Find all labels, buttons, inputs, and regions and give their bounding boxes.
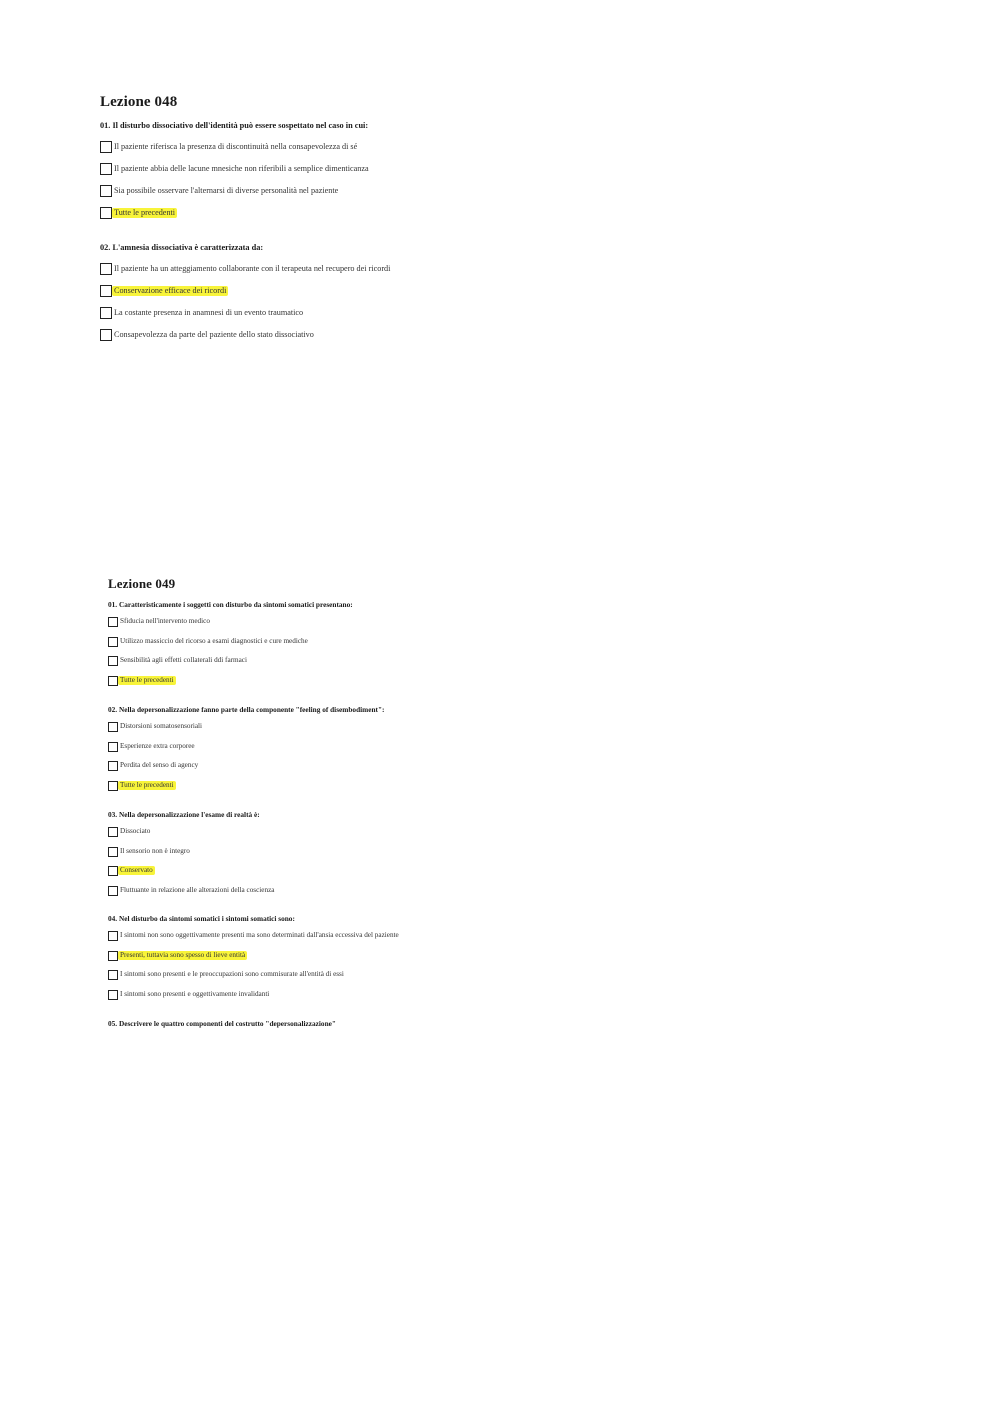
answer-option[interactable] — [100, 330, 314, 352]
answer-option[interactable] — [108, 885, 275, 906]
answer-option-correct[interactable] — [100, 208, 368, 230]
question-text: 02. Nella depersonalizzazione fanno parte della componente "feeling of disembodiment": — [108, 705, 385, 714]
checkbox[interactable] — [100, 285, 112, 297]
checkbox[interactable] — [108, 637, 118, 647]
answer-option[interactable] — [108, 637, 353, 657]
checkbox[interactable] — [108, 951, 118, 961]
answer-option[interactable] — [108, 827, 260, 847]
answer-option-correct[interactable] — [108, 951, 295, 971]
answer-options — [108, 722, 384, 800]
option-label: I sintomi sono presenti e le preoccupazioni sono commisurate all'entità di essi — [120, 970, 344, 978]
option-label: I sintomi sono presenti e oggettivamente invalidanti — [120, 989, 270, 998]
checkbox[interactable] — [108, 722, 118, 732]
answer-option-correct[interactable] — [108, 866, 260, 886]
option-label: Il paziente ha un atteggiamento collaborante con il terapeuta nel recupero dei ricordi — [114, 264, 391, 273]
answer-option[interactable] — [108, 761, 384, 781]
answer-option[interactable] — [108, 722, 384, 742]
checkbox[interactable] — [108, 847, 118, 857]
answer-options — [100, 142, 368, 230]
lesson-title: Lezione 048 — [100, 94, 178, 110]
option-label-highlighted: Tutte le precedenti — [120, 675, 174, 684]
answer-option[interactable] — [100, 164, 368, 186]
lesson-title: Lezione 049 — [108, 576, 176, 591]
option-label-highlighted: Conservato — [120, 866, 153, 874]
question-01 — [100, 120, 368, 230]
answer-option[interactable] — [100, 308, 304, 330]
option-label: Perdita del senso di agency — [120, 761, 199, 769]
answer-option[interactable] — [108, 656, 353, 676]
question-text: 01. Il disturbo dissociativo dell'identità può essere sospettato nel caso in cui: — [100, 121, 369, 130]
answer-options — [108, 827, 275, 905]
answer-options — [108, 931, 399, 1009]
question-03 — [108, 809, 275, 905]
question-text: 02. L'amnesia dissociativa è caratterizzata da: — [100, 243, 264, 252]
checkbox[interactable] — [108, 931, 118, 941]
checkbox[interactable] — [108, 970, 118, 980]
question-04 — [108, 913, 399, 1009]
checkbox[interactable] — [108, 742, 118, 752]
checkbox[interactable] — [108, 617, 118, 627]
answer-option[interactable] — [108, 990, 295, 1010]
option-label: Fluttuante in relazione alle alterazioni della coscienza — [120, 885, 275, 894]
checkbox[interactable] — [100, 163, 112, 175]
checkbox[interactable] — [100, 141, 112, 153]
checkbox[interactable] — [108, 990, 118, 1000]
answer-option-correct[interactable] — [108, 676, 353, 696]
checkbox[interactable] — [108, 761, 118, 771]
lesson-048-section — [100, 92, 620, 339]
option-label: I sintomi non sono oggettivamente presenti ma sono determinati dall'ansia eccessiva del paziente — [120, 931, 399, 939]
option-label: Sia possibile osservare l'alternarsi di diverse personalità nel paziente — [114, 186, 339, 195]
question-02 — [108, 704, 384, 800]
option-label: Il paziente riferisca la presenza di discontinuità nella consapevolezza di sé — [114, 142, 358, 151]
checkbox[interactable] — [108, 676, 118, 686]
answer-option[interactable] — [108, 970, 344, 990]
answer-option[interactable] — [108, 847, 260, 867]
option-label-highlighted: Tutte le precedenti — [120, 780, 174, 789]
answer-option[interactable] — [108, 931, 399, 951]
answer-option[interactable] — [100, 264, 391, 286]
checkbox[interactable] — [108, 866, 118, 876]
option-label: Sfiducia nell'intervento medico — [120, 617, 210, 625]
question-text: 05. Descrivere le quattro componenti del costrutto "depersonalizzazione" — [108, 1019, 336, 1028]
option-label-highlighted: Presenti, tuttavia sono spesso di lieve entità — [120, 950, 246, 959]
question-02 — [100, 242, 391, 352]
answer-option[interactable] — [108, 617, 353, 637]
checkbox[interactable] — [100, 307, 112, 319]
answer-options — [108, 617, 353, 695]
answer-option[interactable] — [108, 742, 384, 762]
checkbox[interactable] — [108, 886, 118, 896]
question-text: 01. Caratteristicamente i soggetti con disturbo da sintomi somatici presentano: — [108, 600, 353, 609]
checkbox[interactable] — [100, 207, 112, 219]
question-text: 04. Nel disturbo da sintomi somatici i sintomi somatici sono: — [108, 914, 295, 923]
checkbox[interactable] — [108, 781, 118, 791]
option-label: Distorsioni somatosensoriali — [120, 722, 203, 730]
checkbox[interactable] — [108, 656, 118, 666]
option-label: Il paziente abbia delle lacune mnesiche non riferibili a semplice dimenticanza — [114, 164, 369, 173]
checkbox[interactable] — [100, 263, 112, 275]
answer-options — [100, 264, 391, 352]
option-label: Utilizzo massiccio del ricorso a esami diagnostici e cure mediche — [120, 636, 308, 645]
option-label: La costante presenza in anamnesi di un evento traumatico — [114, 308, 304, 317]
checkbox[interactable] — [108, 827, 118, 837]
question-text: 03. Nella depersonalizzazione l'esame di realtà è: — [108, 810, 260, 819]
option-label: Dissociato — [120, 827, 151, 835]
answer-option-correct[interactable] — [108, 781, 384, 801]
answer-option[interactable] — [100, 186, 368, 208]
answer-option-correct[interactable] — [100, 286, 263, 308]
answer-option[interactable] — [100, 142, 368, 164]
question-01 — [108, 599, 353, 695]
option-label-highlighted: Conservazione efficace dei ricordi — [114, 286, 227, 295]
option-label: Sensibilità agli effetti collaterali ddi farmaci — [120, 656, 247, 664]
option-label: Il sensorio non è integro — [120, 846, 190, 855]
checkbox[interactable] — [100, 185, 112, 197]
question-05 — [108, 1018, 336, 1029]
option-label-highlighted: Tutte le precedenti — [114, 208, 176, 217]
option-label: Consapevolezza da parte del paziente dello stato dissociativo — [114, 330, 314, 339]
option-label: Esperienze extra corporee — [120, 741, 195, 750]
lesson-049-section — [108, 575, 628, 1028]
checkbox[interactable] — [100, 329, 112, 341]
